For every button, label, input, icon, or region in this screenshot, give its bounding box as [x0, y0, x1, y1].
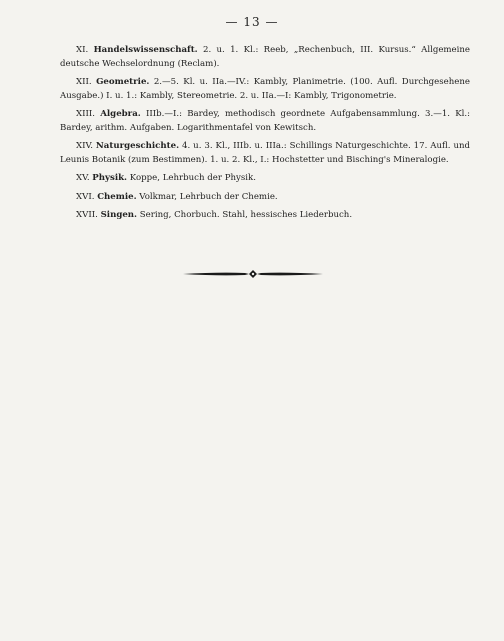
entry-subject: Naturgeschichte.: [95, 141, 180, 151]
entry-subject: Geometrie.: [96, 77, 150, 87]
entry-subject: Singen.: [100, 210, 138, 220]
entry-text: IIIb.—I.: Bardey, methodisch geordnete Aufgabensammlung. 3.—1. Kl.: Bardey, arithm. Aufgaben. Logarithmentafel von Kewitsch.: [60, 109, 471, 133]
entry-singen: [60, 209, 470, 223]
ornament-center-dot: [252, 273, 254, 275]
entry-text: 2.—5. Kl. u. IIa.—IV.: Kambly, Planimetrie. (100. Aufl. Durchgesehene Ausgabe.) I. u. 1.: Kambly, Stereometrie. 2. u. IIa.—I: Kambly, Trigonometrie.: [60, 77, 471, 101]
entry-algebra: [60, 108, 470, 135]
entry-number: XII.: [76, 77, 92, 87]
entry-text: 4. u. 3. Kl., IIIb. u. IIIa.: Schillings Naturgeschichte. 17. Aufl. und Leunis Botanik (zum Bestimmen). 1. u. 2. Kl., I.: Hochstetter und Bisching's Mineralogie.: [60, 141, 471, 165]
entry-number: XI.: [76, 45, 89, 55]
entry-subject: Physik.: [92, 173, 128, 183]
entry-geometrie: [60, 76, 470, 103]
textbook-list: [60, 44, 470, 228]
entry-number: XVII.: [76, 210, 98, 220]
entry-number: XIV.: [76, 141, 93, 151]
entry-number: XVI.: [76, 191, 95, 202]
entry-number: XIII.: [76, 109, 96, 119]
entry-handelswissenschaft: [60, 44, 470, 71]
entry-physik: [60, 172, 470, 186]
entry-subject: Chemie.: [97, 191, 137, 202]
ornament-right-swell: [257, 273, 323, 276]
entry-number: XV.: [76, 173, 90, 183]
ornament-divider: [183, 268, 323, 280]
ornament-left-swell: [183, 273, 249, 276]
entry-text: 2. u. 1. Kl.: Reeb, „Rechenbuch, III. Kursus.“ Allgemeine deutsche Wechselordnung (Reclam).: [60, 45, 471, 69]
entry-subject: Handelswissenschaft.: [93, 45, 198, 55]
entry-chemie: [60, 191, 470, 205]
entry-subject: Algebra.: [100, 109, 141, 119]
entry-text: Sering, Chorbuch. Stahl, hessisches Liederbuch.: [139, 210, 353, 220]
entry-naturgeschichte: [60, 140, 470, 167]
entry-text: Koppe, Lehrbuch der Physik.: [129, 173, 256, 183]
page-number: — 13 —: [225, 15, 279, 29]
entry-text: Volkmar, Lehrbuch der Chemie.: [139, 191, 278, 202]
